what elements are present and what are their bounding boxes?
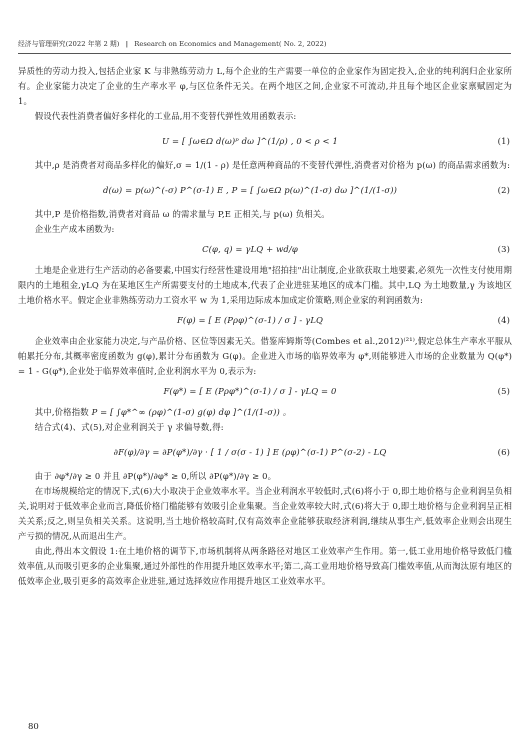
equation-text: F(φ) = [ E (Pρφ)^(σ-1) / σ ] - γLQ	[176, 315, 324, 325]
header-separator: |	[125, 40, 129, 48]
paragraph: 土地是企业进行生产活动的必备要素,中国实行经营性建设用地"招拍挂"出让制度,企业欲获取土地要素,必须先一次性支付使用期限内的土地租金,γLQ 为在某地区生产所需要支付的土地成本,代表了企业进驻某地区的成本门槛。其中,LQ 为土地数量,γ 为该地区土地价格水平。假定企业非熟练劳动力工资水平 w 为 1,采用边际成本加成定价策略,则企业家的利润函数为:	[18, 265, 512, 305]
equation-number: (5)	[497, 386, 510, 396]
equation-text: d(ω) = p(ω)^(-σ) P^(σ-1) E , P = [ ∫ω∈Ω p(ω)^(1-σ) dω ]^(1/(1-σ))	[102, 185, 398, 195]
equation-text: U = [ ∫ω∈Ω d(ω)ᵖ dω ]^(1/ρ) , 0 < ρ < 1	[162, 136, 338, 146]
equation-2	[18, 175, 512, 205]
paragraph: 结合式(4)、式(5),对企业利润关于 γ 求偏导数,得:	[34, 422, 224, 432]
paragraph: 由此,得出本文假设 1:在土地价格的调节下,市场机制将从两条路径对地区工业效率产生作用。第一,低工业用地价格导致低门槛效率值,从而吸引更多的企业集聚,通过外部性的作用提升地区效率水平;第二,高工业用地价格导致高门槛效率值,从而淘汰原有地区的低效率企业,吸引更多的高效率企业进驻,通过选择效应作用提升地区工业效率水平。	[18, 546, 512, 586]
page-number: 80	[28, 722, 39, 732]
paragraph: 在市场规模给定的情况下,式(6)大小取决于企业效率水平。当企业利润水平较低时,式(6)将小于 0,即土地价格与企业利润呈负相关,说明对于低效率企业而言,降低价格门槛能够有效吸引企业集聚。当企业效率较大时,式(6)将大于 0,即土地价格与企业利润呈正相关关系;反之,则呈负相关关系。这说明,当土地价格较高时,仅有高效率企业能够获取经济利润,继续从事生产,低效率企业则会出现生产亏损的情况,从而退出生产。	[18, 486, 512, 541]
equation-1	[18, 126, 512, 156]
equation-number: (3)	[497, 244, 510, 254]
paragraph: 异质性的劳动力投入,包括企业家 K 与非熟练劳动力 L,每个企业的生产需要一单位的企业家作为固定投入,企业的纯利润归企业家所有。企业家能力决定了企业的生产率水平 φ,与区位条件无关。在两个地区之间,企业家不可流动,并且每个地区企业家禀赋固定为 1。	[18, 66, 512, 106]
article-body	[18, 64, 512, 589]
equation-5	[18, 381, 512, 403]
running-head	[18, 38, 511, 48]
equation-number: (2)	[497, 185, 510, 195]
equation-number: (1)	[497, 136, 510, 146]
equation-text: F(φ*) = [ E (Pρφ*)^(σ-1) / σ ] - γLQ = 0	[163, 386, 337, 396]
paragraph: 企业效率由企业家能力决定,与产品价格、区位等因素无关。借鉴库姆斯等(Combes et al.,2012)⁽²¹⁾,假定总体生产率水平服从帕累托分布,其概率密度函数为 g(φ),累计分布函数为 G(φ)。企业进入市场的临界效率为 φ*,则能够进入市场的企业数量为 Q(φ*) = 1 - G(φ*),企业处于临界效率值时,企业利润水平为 0,表示为:	[18, 336, 512, 376]
paragraph: 其中,ρ 是消费者对商品多样化的偏好,σ = 1/(1 - ρ) 是任意两种商品的不变替代弹性,消费者对价格为 p(ω) 的商品需求函数为:	[34, 160, 511, 170]
header-rule	[18, 53, 511, 54]
equation-number: (4)	[497, 315, 510, 325]
journal-title-cn: 经济与管理研究(2022 年第 2 期)	[18, 40, 120, 48]
equation-6	[18, 437, 512, 467]
equation-number: (6)	[497, 447, 510, 457]
paragraph-lead: 其中,价格指数	[34, 407, 89, 417]
paragraph: 由于 ∂φ*/∂γ ≥ 0 并且 ∂P(φ*)/∂φ* ≥ 0,所以 ∂P(φ*)/∂γ ≥ 0。	[34, 471, 277, 481]
price-index-formula: P = [ ∫φ*^∞ (ρφ)^(1-σ) g(φ) dφ ]^(1/(1-σ)) 。	[91, 407, 292, 417]
paragraph: 假设代表性消费者偏好多样化的工业品,用不变替代弹性效用函数表示:	[34, 111, 297, 121]
paragraph: 企业生产成本函数为:	[34, 224, 115, 234]
paragraph	[18, 405, 512, 420]
journal-title-en: Research on Economics and Management( No. 2, 2022)	[134, 40, 327, 48]
equation-4	[18, 310, 512, 332]
paragraph: 其中,P 是价格指数,消费者对商品 ω 的需求量与 P,E 正相关,与 p(ω) 负相关。	[34, 209, 330, 219]
equation-text: ∂F(φ)/∂γ = ∂P(φ*)/∂γ · [ 1 / σ(σ - 1) ] E (ρφ)^(σ-1) P^(σ-2) - LQ	[113, 447, 387, 457]
equation-text: C(φ, q) = γLQ + wd/φ	[202, 244, 298, 254]
equation-3	[18, 239, 512, 261]
